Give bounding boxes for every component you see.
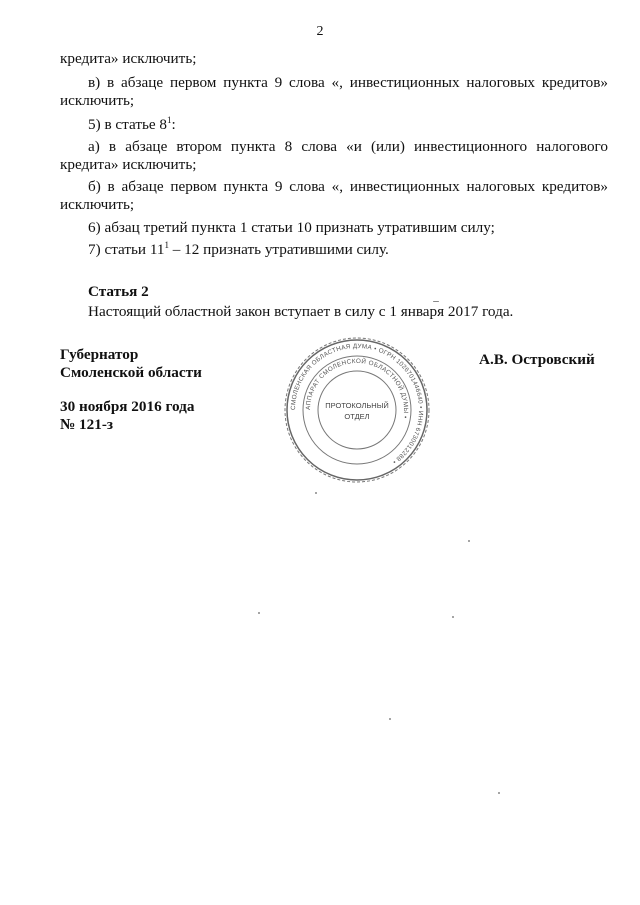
- scan-speck: [258, 612, 260, 614]
- seal-inner-text: АППАРАТ СМОЛЕНСКОЙ ОБЛАСТНОЙ ДУМЫ •: [304, 357, 410, 420]
- article-2-heading: Статья 2: [88, 283, 149, 300]
- body-line-10: [88, 241, 608, 259]
- scan-speck: [498, 792, 500, 794]
- body-line-9: 6) абзац третий пункта 1 статьи 10 признать утратившим силу;: [88, 219, 495, 236]
- body-line-4-colon: :: [171, 116, 176, 133]
- body-line-5: а) в абзаце втором пункта 8 слова «и (или) инвестиционного налогового: [88, 138, 608, 155]
- scan-speck: [433, 301, 439, 302]
- body-line-10-rest: – 12 признать утратившими силу.: [168, 241, 389, 258]
- signature-date: 30 ноября 2016 года: [60, 398, 195, 415]
- scan-speck: [315, 492, 317, 494]
- seal-graphic: [282, 335, 432, 485]
- body-line-4: [88, 116, 608, 134]
- official-seal: [282, 335, 432, 485]
- body-line-10-sup: 1: [164, 240, 169, 250]
- seal-outer-text: СМОЛЕНСКАЯ ОБЛАСТНАЯ ДУМА • ОГРН 1026701446640 • ИНН 6730012288 •: [289, 342, 425, 466]
- body-line-3: исключить;: [60, 92, 135, 109]
- body-line-1: кредита» исключить;: [60, 50, 197, 67]
- body-line-4-text: 5) в статье 8: [88, 116, 168, 133]
- scan-speck: [389, 718, 391, 720]
- body-line-6: кредита» исключить;: [60, 156, 197, 173]
- scan-speck: [452, 616, 454, 618]
- body-line-7: б) в абзаце первом пункта 9 слова «, инвестиционных налоговых кредитов»: [88, 178, 608, 195]
- seal-center-line-1: ПРОТОКОЛЬНЫЙ: [325, 401, 389, 410]
- article-2-text: Настоящий областной закон вступает в силу с 1 января 2017 года.: [88, 303, 514, 320]
- signature-title-line-2: Смоленской области: [60, 364, 202, 381]
- seal-center-line-2: ОТДЕЛ: [344, 412, 370, 421]
- signature-number: № 121-з: [60, 416, 114, 433]
- body-line-10-text: 7) статьи 11: [88, 241, 165, 258]
- signatory-name: А.В. Островский: [479, 351, 595, 368]
- scan-speck: [468, 540, 470, 542]
- body-line-4-sup: 1: [167, 115, 172, 125]
- page-number: 2: [316, 24, 324, 39]
- body-line-8: исключить;: [60, 196, 135, 213]
- signature-title-line-1: Губернатор: [60, 346, 139, 363]
- body-line-2: в) в абзаце первом пункта 9 слова «, инвестиционных налоговых кредитов»: [88, 74, 608, 91]
